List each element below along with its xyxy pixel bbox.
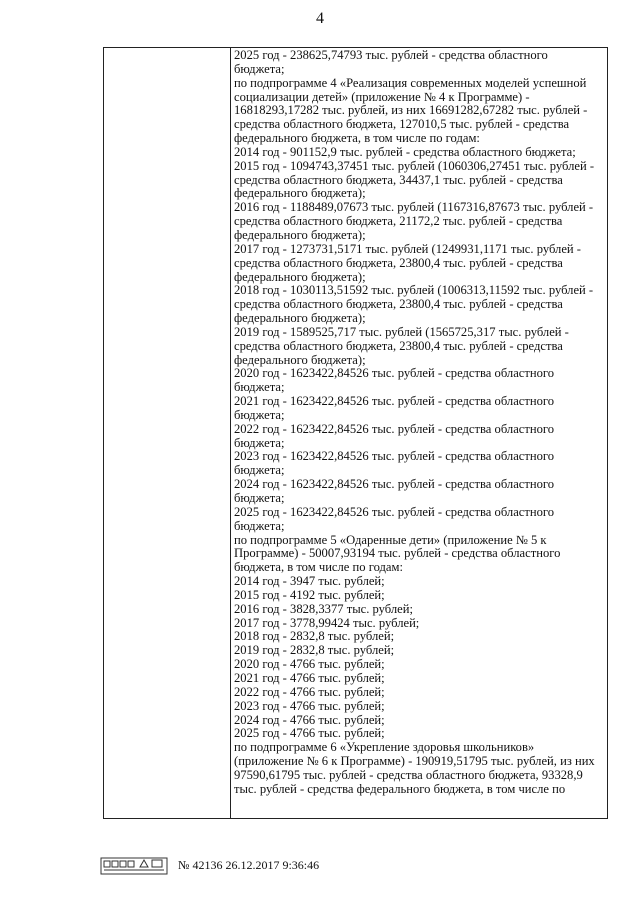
text-line: 2020 год - 4766 тыс. рублей; — [234, 658, 385, 672]
text-line: социализации детей» (приложение № 4 к Программе) - — [234, 90, 530, 104]
text-line: 2021 год - 1623422,84526 тыс. рублей - средства областного — [234, 395, 555, 409]
text-line: 2014 год - 3947 тыс. рублей; — [234, 575, 385, 589]
text-line: средства областного бюджета, 23800,4 тыс. рублей - средства — [234, 298, 563, 312]
text-line: 16818293,17282 тыс. рублей, из них 16691282,67282 тыс. рублей - — [234, 104, 588, 118]
text-line: Программе) - 50007,93194 тыс. рублей - средства областного — [234, 547, 561, 561]
text-line: средства областного бюджета, 23800,4 тыс. рублей - средства — [234, 256, 563, 270]
text-line: 2025 год - 238625,74793 тыс. рублей - средства областного — [234, 49, 548, 62]
text-line: бюджета; — [234, 62, 285, 76]
text-line: средства областного бюджета, 34437,1 тыс. рублей - средства — [234, 173, 563, 187]
text-line: 2022 год - 4766 тыс. рублей; — [234, 685, 385, 699]
text-line: 2018 год - 1030113,51592 тыс. рублей (1006313,11592 тыс. рублей - — [234, 284, 594, 298]
text-line: федерального бюджета, в том числе по годам: — [234, 132, 480, 146]
text-line: бюджета; — [234, 436, 285, 450]
text-line: 2016 год - 1188489,07673 тыс. рублей (1167316,87673 тыс. рублей - — [234, 201, 594, 215]
text-line: по подпрограмме 5 «Одаренные дети» (приложение № 5 к — [234, 533, 547, 547]
column-divider — [230, 48, 231, 818]
text-line: 2014 год - 901152,9 тыс. рублей - средства областного бюджета; — [234, 145, 576, 159]
text-line: 2023 год - 4766 тыс. рублей; — [234, 699, 385, 713]
text-line: 2017 год - 3778,99424 тыс. рублей; — [234, 616, 420, 630]
registry-stamp-icon — [100, 855, 172, 877]
text-line: по подпрограмме 6 «Укрепление здоровья школьников» — [234, 741, 535, 755]
text-line: 2021 год - 4766 тыс. рублей; — [234, 671, 385, 685]
text-line: 2018 год - 2832,8 тыс. рублей; — [234, 630, 395, 644]
text-line: средства областного бюджета, 23800,4 тыс. рублей - средства — [234, 339, 563, 353]
text-line: бюджета; — [234, 519, 285, 533]
text-line: 2024 год - 1623422,84526 тыс. рублей - средства областного — [234, 478, 555, 492]
text-line: 2025 год - 1623422,84526 тыс. рублей - средства областного — [234, 505, 555, 519]
text-line: бюджета, в том числе по годам: — [234, 561, 403, 575]
registration-number: № 42136 26.12.2017 9:36:46 — [178, 858, 320, 872]
text-line: бюджета; — [234, 408, 285, 422]
table-text-column — [234, 49, 603, 797]
text-line: тыс. рублей - средства федерального бюджета, в том числе по — [234, 782, 566, 796]
text-line: 2015 год - 1094743,37451 тыс. рублей (1060306,27451 тыс. рублей - — [234, 159, 595, 173]
text-line: федерального бюджета); — [234, 187, 366, 201]
text-line: 2024 год - 4766 тыс. рублей; — [234, 713, 385, 727]
text-line: 2017 год - 1273731,5171 тыс. рублей (1249931,1171 тыс. рублей - — [234, 242, 582, 256]
text-line: 2025 год - 4766 тыс. рублей; — [234, 727, 385, 741]
text-line: (приложение № 6 к Программе) - 190919,51795 тыс. рублей, из них — [234, 755, 595, 769]
text-line: средства областного бюджета, 21172,2 тыс. рублей - средства — [234, 215, 563, 229]
text-line: средства областного бюджета, 127010,5 тыс. рублей - средства — [234, 118, 570, 132]
text-line: 2016 год - 3828,3377 тыс. рублей; — [234, 602, 414, 616]
text-line: бюджета; — [234, 492, 285, 505]
text-line: по подпрограмме 4 «Реализация современных моделей успешной — [234, 76, 587, 90]
text-line: 2015 год - 4192 тыс. рублей; — [234, 588, 385, 602]
text-line: 2019 год - 2832,8 тыс. рублей; — [234, 644, 395, 658]
text-line: 2023 год - 1623422,84526 тыс. рублей - средства областного — [234, 450, 555, 464]
text-line: 2022 год - 1623422,84526 тыс. рублей - средства областного — [234, 422, 555, 436]
page-number: 4 — [316, 10, 324, 27]
text-line: 2019 год - 1589525,717 тыс. рублей (1565725,317 тыс. рублей - — [234, 325, 569, 339]
document-table — [103, 47, 608, 819]
text-line: федерального бюджета); — [234, 312, 366, 326]
text-line: бюджета; — [234, 381, 285, 395]
text-line: 2020 год - 1623422,84526 тыс. рублей - средства областного — [234, 367, 555, 381]
text-line: федерального бюджета); — [234, 270, 366, 284]
text-line: федерального бюджета); — [234, 353, 366, 367]
footer — [100, 855, 400, 877]
text-line: 97590,61795 тыс. рублей - средства областного бюджета, 93328,9 — [234, 768, 583, 782]
text-line: федерального бюджета); — [234, 228, 366, 242]
text-line: бюджета; — [234, 464, 285, 478]
